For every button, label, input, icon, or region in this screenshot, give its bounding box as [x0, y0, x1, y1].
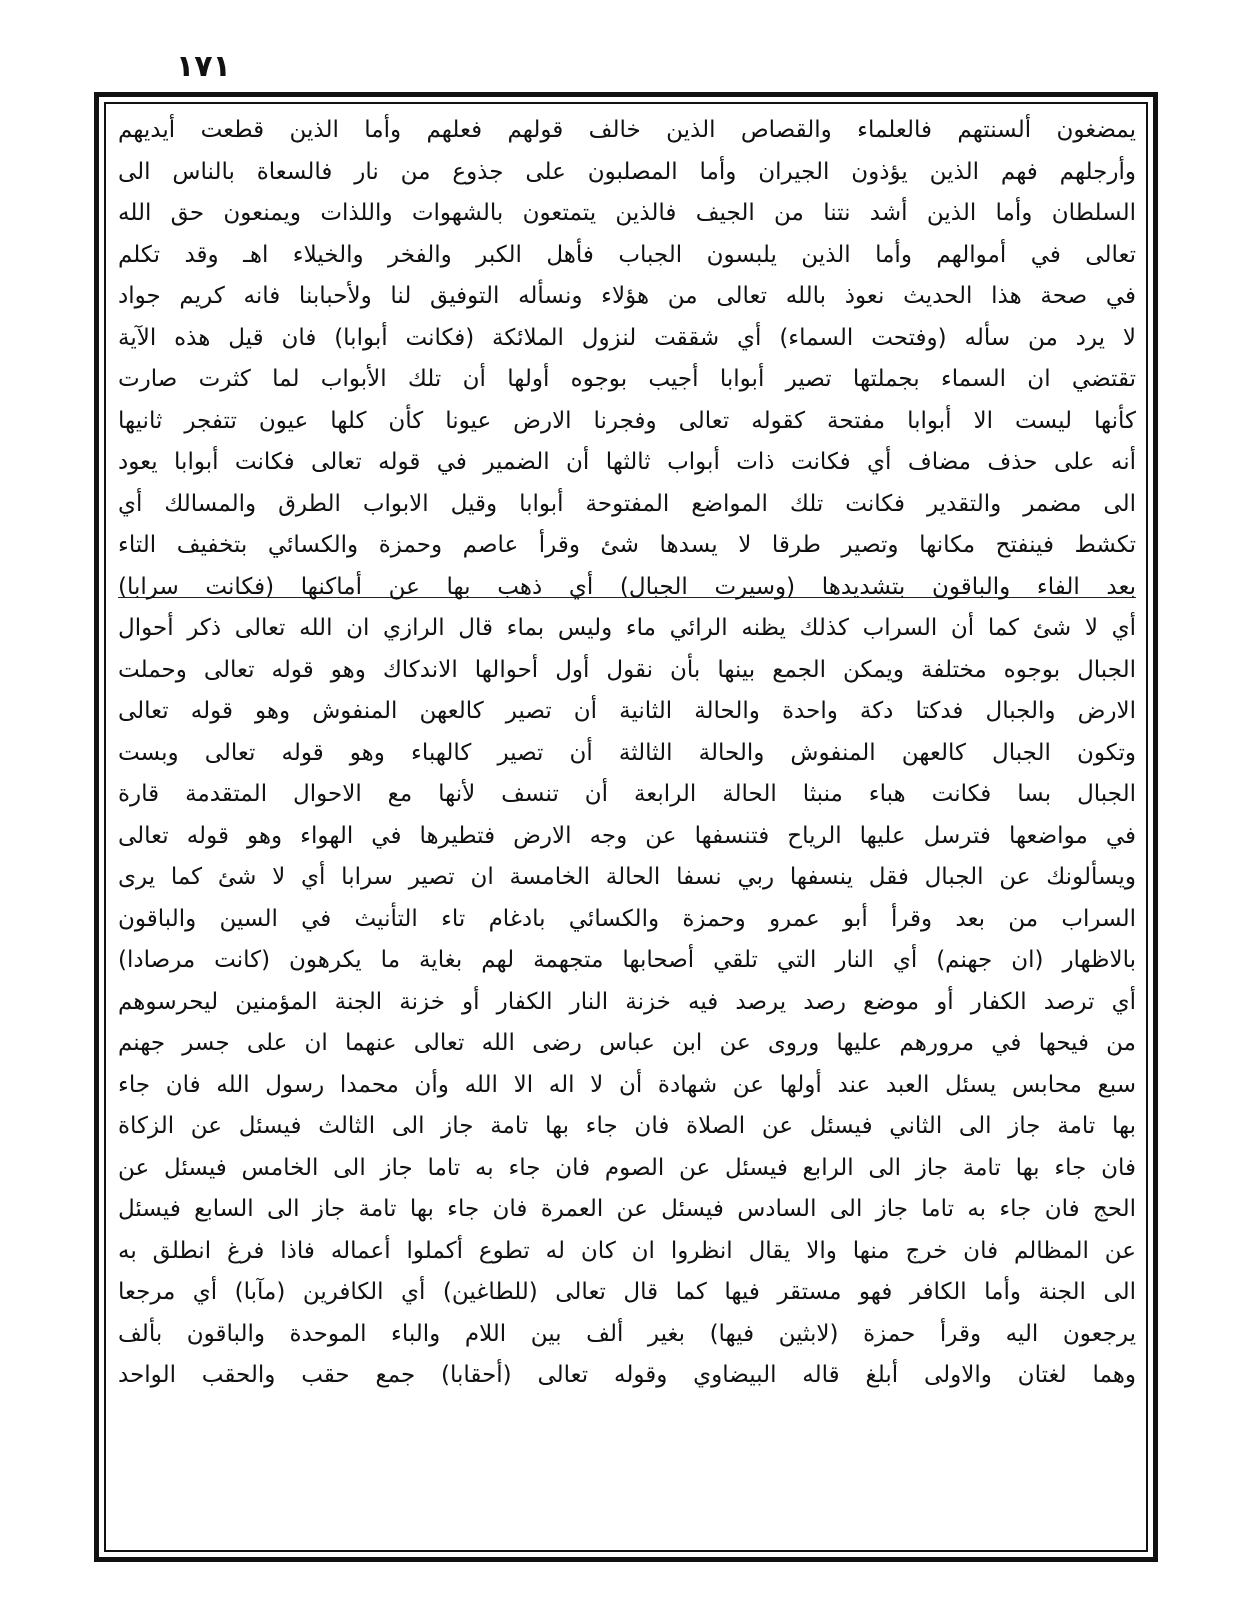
- document-body: [118, 110, 1136, 1550]
- text-line: الجبال بسا فكانت هباء منبثا الحالة الرابعة أن تنسف لأنها مع الاحوال المتقدمة قارة: [118, 781, 1136, 807]
- text-line: تكشط فينفتح مكانها وتصير طرقا لا يسدها شئ وقرأ عاصم وحمزة والكسائي بتخفيف التاء: [118, 532, 1136, 558]
- text-line: تقتضي ان السماء بجملتها تصير أبوابا أجيب بوجوه أولها أن تلك الأبواب لما كثرت صارت: [118, 366, 1136, 392]
- text-line: عن المظالم فان خرج منها والا يقال انظروا ان كان له تطوع أكملوا أعماله فاذا فرغ انطلق به: [118, 1237, 1136, 1264]
- text-line: كأنها ليست الا أبوابا مفتحة كقوله تعالى وفجرنا الارض عيونا كأن كلها عيون تتفجر ثانيها: [118, 407, 1136, 434]
- text-line: يمضغون ألسنتهم فالعلماء والقصاص الذين خالف قولهم فعلهم وأما الذين قطعت أيديهم: [118, 117, 1136, 143]
- text-line: يرجعون اليه وقرأ حمزة (لابثين فيها) بغير ألف بين اللام والباء الموحدة والباقون بألف: [118, 1320, 1136, 1347]
- text-line: بها تامة جاز الى الثاني فيسئل عن الصلاة فان جاء بها تامة جاز الى الثالث فيسئل عن الزكاة: [118, 1113, 1136, 1139]
- text-line: أي لا شئ كما أن السراب كذلك يظنه الرائي ماء وليس بماء قال الرازي ان الله تعالى ذكر أحوال: [118, 615, 1136, 641]
- text-line: في مواضعها فترسل عليها الرياح فتنسفها عن وجه الارض فتطيرها في الهواء وهو قوله تعالى: [118, 822, 1136, 849]
- text-line: أي ترصد الكفار أو موضع رصد يرصد فيه خزنة النار الكفار أو خزنة الجنة المؤمنين ليحرسوهم: [118, 988, 1136, 1015]
- text-line: الجبال بوجوه مختلفة ويمكن الجمع بينها بأن نقول أول أحوالها الاندكاك وهو قوله تعالى وحملت: [118, 656, 1136, 683]
- text-line: وأرجلهم فهم الذين يؤذون الجيران وأما المصلبون على جذوع من نار فالسعاة بالناس الى: [118, 158, 1136, 185]
- text-line: تعالى في أموالهم وأما الذين يلبسون الجباب فأهل الكبر والفخر والخيلاء اهـ وقد تكلم: [118, 241, 1136, 268]
- page-number: ١٧١: [176, 49, 231, 84]
- text-line: الارض والجبال فدكتا دكة واحدة والحالة الثانية أن تصير كالعهن المنفوش وهو قوله تعالى: [118, 698, 1136, 724]
- text-line: السلطان وأما الذين أشد نتنا من الجيف فالذين يتمتعون بالشهوات واللذات ويمنعون حق الله: [118, 200, 1136, 226]
- text-line: وهما لغتان والاولى أبلغ قاله البيضاوي وقوله تعالى (أحقابا) جمع حقب والحقب الواحد: [118, 1362, 1136, 1388]
- text-line: الى مضمر والتقدير فكانت تلك المواضع المفتوحة أبوابا وقيل الابواب الطرق والمسالك أي: [118, 490, 1136, 517]
- text-line: السراب من بعد وقرأ أبو عمرو وحمزة والكسائي بادغام تاء التأنيث في السين والباقون: [118, 905, 1136, 932]
- text-line: فان جاء بها تامة جاز الى الرابع فيسئل عن الصوم فان جاء به تاما جاز الى الخامس فيسئل عن: [118, 1154, 1136, 1181]
- text-line: أنه على حذف مضاف أي فكانت ذات أبواب ثالثها أن الضمير في قوله تعالى فكانت أبوابا يعود: [118, 449, 1136, 475]
- text-line: بعد الفاء والباقون بتشديدها (وسيرت الجبال) أي ذهب بها عن أماكنها (فكانت سرابا): [118, 573, 1136, 600]
- text-line: وتكون الجبال كالعهن المنفوش والحالة الثالثة أن تصير كالهباء وهو قوله تعالى وبست: [118, 739, 1136, 766]
- text-line: ويسألونك عن الجبال فقل ينسفها ربي نسفا الحالة الخامسة ان تصير سرابا أي لا شئ كما يرى: [118, 864, 1136, 890]
- text-line: سبع محابس يسئل العبد عند أولها عن شهادة أن لا اله الا الله وأن محمدا رسول الله فان جاء: [118, 1071, 1136, 1098]
- text-line: بالاظهار (ان جهنم) أي النار التي تلقي أصحابها متجهمة لهم بغاية ما يكرهون (كانت مرصادا): [118, 947, 1136, 973]
- text-line: الى الجنة وأما الكافر فهو مستقر فيها كما قال تعالى (للطاغين) أي الكافرين (مآبا) أي مرجعا: [118, 1279, 1136, 1305]
- text-line: لا يرد من سأله (وفتحت السماء) أي شققت لنزول الملائكة (فكانت أبوابا) فان قيل هذه الآية: [118, 324, 1136, 351]
- text-line: من فيحها في مرورهم عليها وروى عن ابن عباس رضى الله تعالى عنهما ان على جسر جهنم: [118, 1030, 1136, 1056]
- text-line: الحج فان جاء به تاما جاز الى السادس فيسئل عن العمرة فان جاء بها تامة جاز الى السابع فيسئل: [118, 1196, 1136, 1222]
- text-line: في صحة هذا الحديث نعوذ بالله تعالى من هؤلاء ونسأله التوفيق لنا ولأحبابنا فانه كريم جواد: [118, 283, 1136, 309]
